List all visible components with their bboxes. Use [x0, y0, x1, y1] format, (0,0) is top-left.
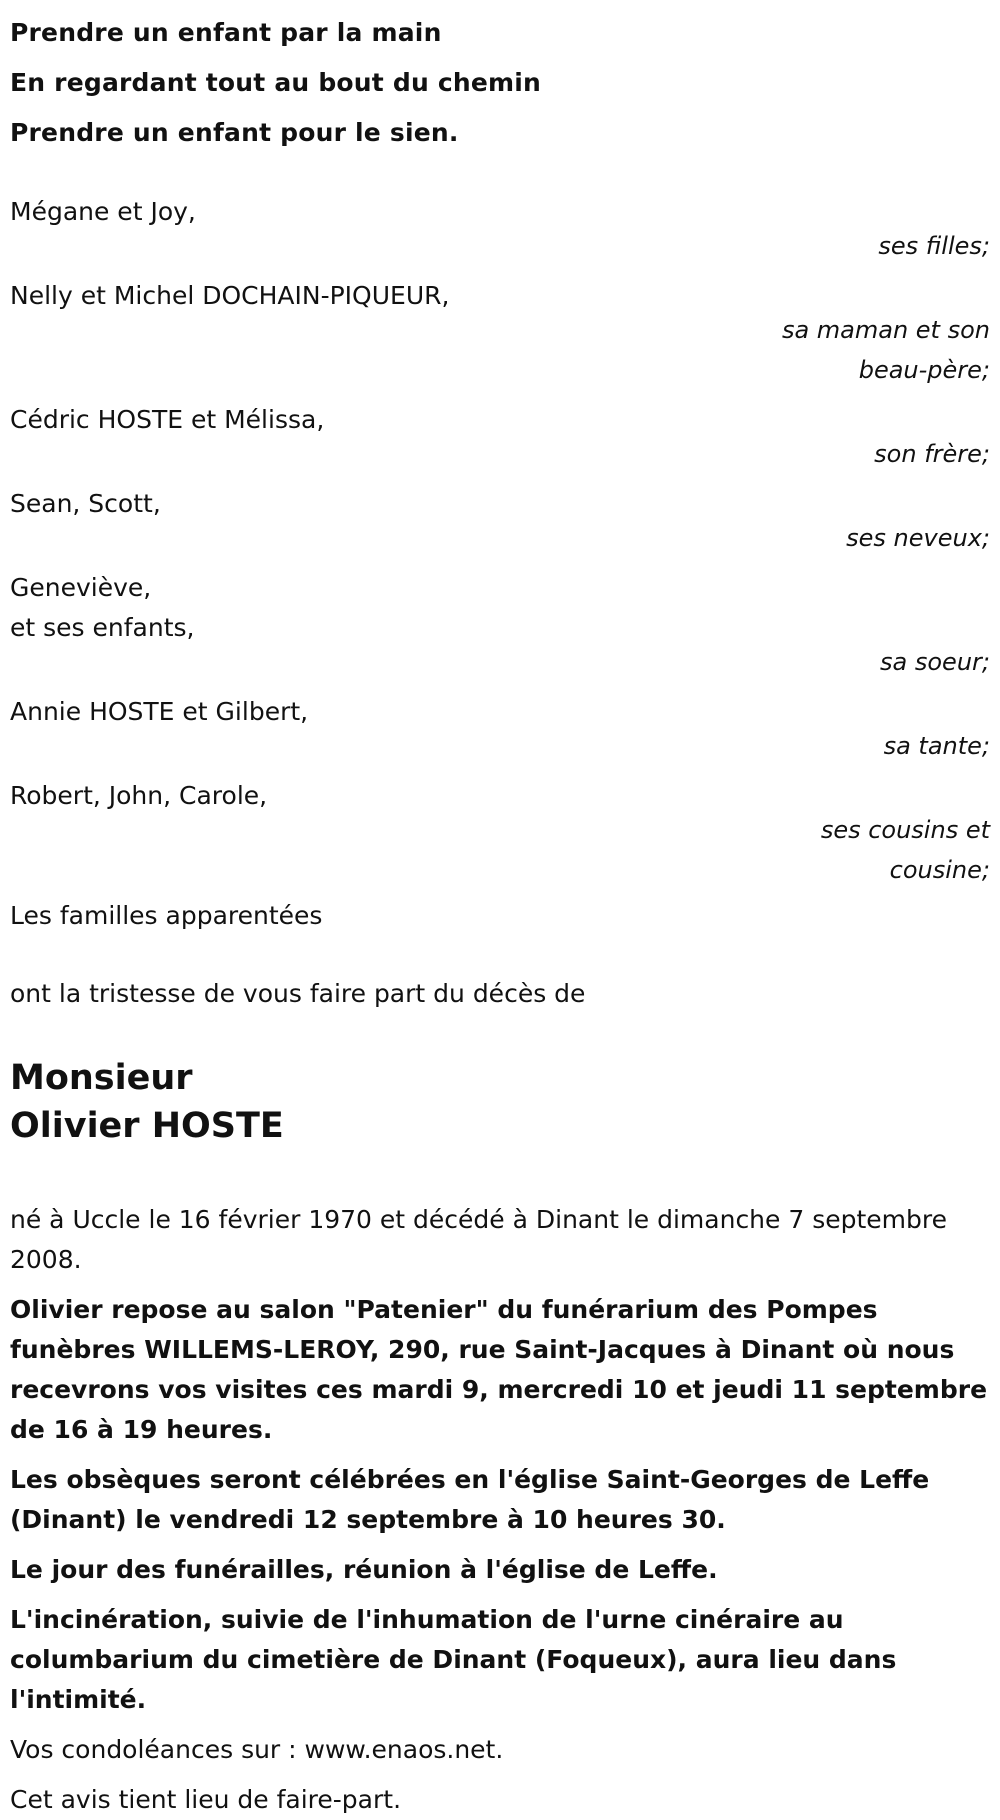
family-names: Geneviève,	[10, 573, 152, 602]
obituary-notice	[10, 0, 990, 1820]
announcement-text: ont la tristesse de vous faire part du décès de	[10, 979, 586, 1008]
family-entry	[10, 192, 990, 266]
family-names: Cédric HOSTE et Mélissa,	[10, 405, 325, 434]
families-related: Les familles apparentées	[10, 901, 323, 930]
family-entry	[10, 776, 990, 890]
family-relation: sa soeur;	[880, 648, 990, 676]
repose-details: Olivier repose au salon "Patenier" du funérarium des Pompes funèbres WILLEMS-LEROY, 290, rue Saint-Jacques à Dinant où nous recevrons vos visites ces mardi 9, mercredi 10 et jeudi 11 septembre de 16 à 19 heures.	[10, 1295, 988, 1444]
family-entry	[10, 568, 990, 682]
family-relation: ses neveux;	[846, 524, 990, 552]
cremation-details: L'incinération, suivie de l'inhumation de l'urne cinéraire au columbarium du cimetière de Dinant (Foqueux), aura lieu dans l'intimité.	[10, 1605, 897, 1714]
family-names: Mégane et Joy,	[10, 197, 196, 226]
family-names: Nelly et Michel DOCHAIN-PIQUEUR,	[10, 281, 450, 310]
family-entry	[10, 692, 990, 766]
birth-death-details: né à Uccle le 16 février 1970 et décédé à Dinant le dimanche 7 septembre 2008.	[10, 1205, 947, 1274]
family-names: Sean, Scott,	[10, 489, 161, 518]
family-names: Annie HOSTE et Gilbert,	[10, 697, 309, 726]
family-entry	[10, 400, 990, 474]
deceased-title: Monsieur	[10, 1058, 193, 1098]
deceased-name-block	[10, 1054, 990, 1150]
family-list	[10, 192, 990, 890]
poem	[10, 0, 990, 158]
family-names-continued: et ses enfants,	[10, 613, 195, 642]
family-names: Robert, John, Carole,	[10, 781, 268, 810]
family-relation: sa tante;	[883, 732, 990, 760]
family-entry	[10, 484, 990, 558]
notice-text: Cet avis tient lieu de faire-part.	[10, 1785, 402, 1814]
family-entry	[10, 276, 990, 390]
poem-line: Prendre un enfant par la main	[10, 18, 442, 47]
poem-line: En regardant tout au bout du chemin	[10, 68, 542, 97]
funeral-details: Les obsèques seront célébrées en l'église Saint-Georges de Leffe (Dinant) le vendredi 12 septembre à 10 heures 30.	[10, 1465, 930, 1534]
poem-line: Prendre un enfant pour le sien.	[10, 118, 459, 147]
condolences-text: Vos condoléances sur : www.enaos.net.	[10, 1735, 504, 1764]
family-relation: ses filles;	[878, 232, 990, 260]
family-relation: son frère;	[874, 440, 990, 468]
family-relation: ses cousins et cousine;	[820, 816, 990, 884]
deceased-name: Olivier HOSTE	[10, 1106, 284, 1146]
meeting-details: Le jour des funérailles, réunion à l'église de Leffe.	[10, 1555, 718, 1584]
family-relation: sa maman et son beau-père;	[781, 316, 990, 384]
